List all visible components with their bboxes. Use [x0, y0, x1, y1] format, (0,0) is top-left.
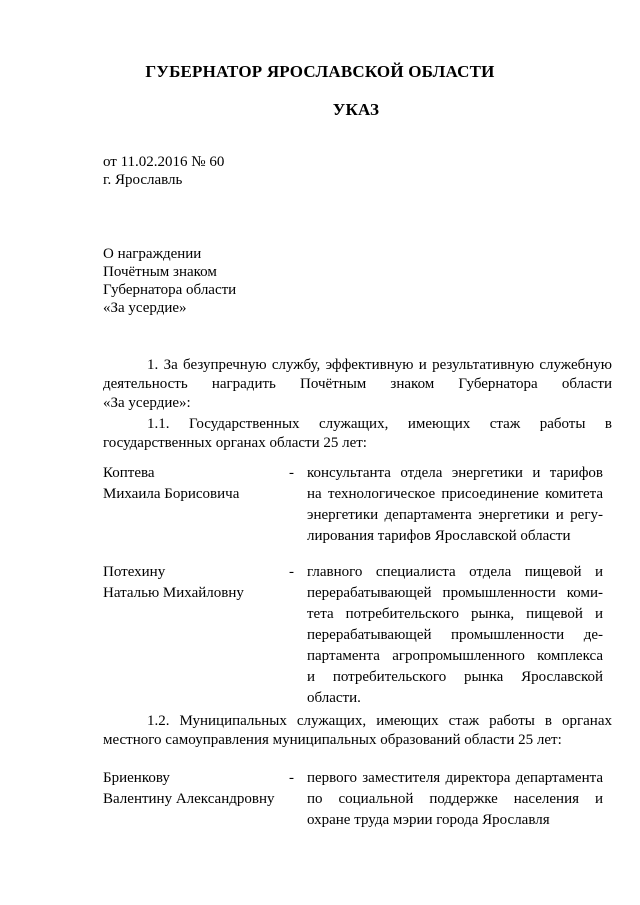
paragraph-line: 1.1. Государственных служащих, имеющих стаж работы в — [147, 416, 612, 432]
document-authority-heading: ГУБЕРНАТОР ЯРОСЛАВСКОЙ ОБЛАСТИ — [145, 62, 495, 81]
entry-dash: - — [289, 465, 294, 481]
awardee-position — [307, 562, 603, 709]
position-line: первого заместителя директора департамента — [307, 770, 603, 786]
position-line: лирования тарифов Ярославской области — [307, 528, 571, 544]
awardee-name — [103, 463, 283, 505]
subject-line: «За усердие» — [103, 300, 187, 316]
awardee-name — [103, 562, 283, 604]
document-meta — [103, 153, 224, 189]
position-line: тета потребительского рынка, пищевой и — [307, 606, 603, 622]
position-line: энергетики департамента энергетики и регу- — [307, 507, 603, 523]
entry-dash: - — [289, 564, 294, 580]
paragraph-1 — [103, 356, 612, 413]
paragraph-1-1 — [103, 415, 612, 453]
entry-dash: - — [289, 770, 294, 786]
document-subject — [103, 245, 236, 317]
position-line: перерабатывающей промышленности коми- — [307, 585, 603, 601]
awardee-given-names: Михаила Борисовича — [103, 486, 240, 502]
paragraph-line: 1.2. Муниципальных служащих, имеющих стаж работы в органах — [147, 713, 612, 729]
awardee-surname: Потехину — [103, 564, 166, 580]
paragraph-line: деятельность наградить Почётным знаком Губернатора области — [103, 376, 612, 392]
position-line: партамента агропромышленного комплекса — [307, 648, 603, 664]
position-line: охране труда мэрии города Ярославля — [307, 812, 550, 828]
document-date-number: от 11.02.2016 № 60 — [103, 154, 225, 170]
paragraph-line: местного самоуправления муниципальных образований области 25 лет: — [103, 732, 562, 748]
subject-line: Почётным знаком — [103, 264, 217, 280]
paragraph-line: 1. За безупречную службу, эффективную и результативную служебную — [147, 357, 612, 373]
position-line: главного специалиста отдела пищевой и — [307, 564, 603, 580]
paragraph-line: «За усердие»: — [103, 395, 191, 411]
position-line: по социальной поддержке населения и — [307, 791, 603, 807]
awardee-position — [307, 463, 603, 547]
awardee-surname: Бриенкову — [103, 770, 170, 786]
position-line: консультанта отдела энергетики и тарифов — [307, 465, 603, 481]
awardee-given-names: Наталью Михайловну — [103, 585, 244, 601]
awardee-given-names: Валентину Александровну — [103, 791, 275, 807]
subject-line: Губернатора области — [103, 282, 237, 298]
paragraph-line: государственных органах области 25 лет: — [103, 435, 367, 451]
position-line: на технологическое присоединение комитета — [307, 486, 603, 502]
paragraph-1-2 — [103, 712, 612, 750]
position-line: перерабатывающей промышленности де- — [307, 627, 603, 643]
awardee-name — [103, 768, 283, 810]
position-line: области. — [307, 690, 361, 706]
awardee-position — [307, 768, 603, 831]
position-line: и потребительского рынка Ярославской — [307, 669, 603, 685]
document-city: г. Ярославль — [103, 172, 183, 188]
subject-line: О награждении — [103, 246, 202, 262]
document-type-heading: УКАЗ — [332, 100, 380, 119]
awardee-surname: Коптева — [103, 465, 155, 481]
